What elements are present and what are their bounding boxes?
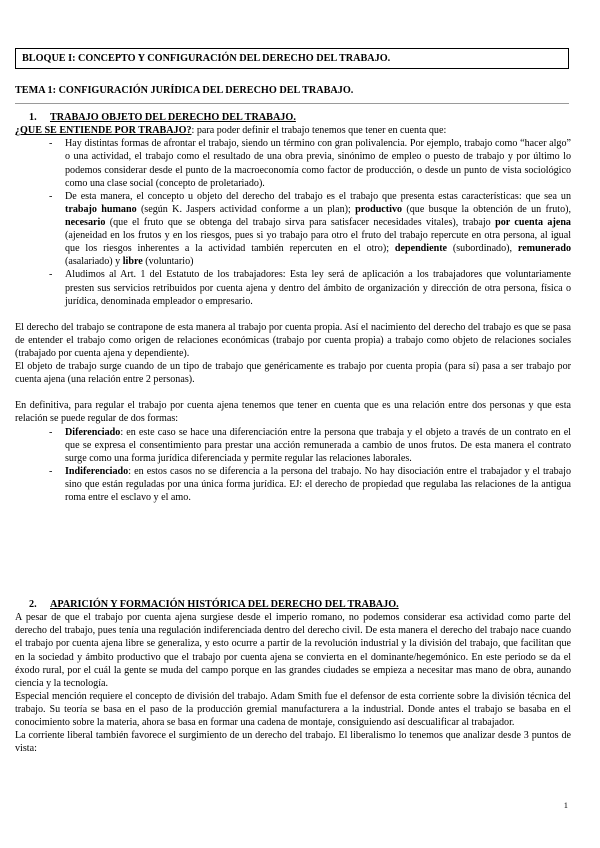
paragraph: El derecho del trabajo se contrapone de esta manera al trabajo por cuenta propia. Así el nacimiento del derecho del trabajo es que se pasa de entender el trabajo como origen de relaciones económicas (trabajo por cuenta propia) a trabajo como objeto de relaciones sociales (trabajado por cuenta ajena y dependiente). [15,321,571,359]
section-2-number: 2. [29,599,37,610]
tema-title: TEMA 1: CONFIGURACIÓN JURÍDICA DEL DERECHO DEL TRABAJO. [15,85,354,96]
page-number: 1 [563,800,568,810]
paragraph: La corriente liberal también favorece el surgimiento de un derecho del trabajo. El liberalismo lo tenemos que analizar desde 3 puntos de vista: [15,730,571,755]
definition-list [15,137,571,307]
list-item: - Aludimos al Art. 1 del Estatuto de los trabajadores: Esta ley será de aplicación a los trabajadores que voluntariamente presten sus servicios retribuidos por cuenta ajena y dentro del ámbito de organización y dirección de otra persona, física o jurídica, denominada empleador o empresario. [65,268,571,307]
bloque-title: BLOQUE I: CONCEPTO Y CONFIGURACIÓN DEL DERECHO DEL TRABAJO. [15,48,569,69]
paragraph: En definitiva, para regular el trabajo por cuenta ajena tenemos que tener en cuenta que es una relación entre dos personas y que esta relación se puede regular de dos formas: [15,400,571,425]
section-1-heading [15,111,571,124]
list-item: - De esta manera, el concepto u objeto del derecho del trabajo es el trabajo que presenta estas características: que sea un trabajo humano (según K. Jaspers actividad conforme a un plan); productivo (que busque la obtención de un fruto), necesario (que el fruto que se obtenga del trabajo sirva para satisfacer necesidades vitales), trabajo por cuenta ajena (ajeneidad en los frutos y en los riesgos, pues si yo trabajo para otro el fruto del trabajo repercute en otra persona, al igual que los riesgos inherentes a la actividad también repercuten en el otro); dependiente (subordinado), remunerado (asalariado) y libre (voluntario) [65,190,571,269]
section-1-title: TRABAJO OBJETO DEL DERECHO DEL TRABAJO. [50,112,296,123]
section-1 [15,111,571,504]
question-lead: ¿QUE SE ENTIENDE POR TRABAJO? [15,125,192,137]
list-item: - Hay distintas formas de afrontar el trabajo, siendo un término con gran polivalencia. Por ejemplo, trabajo como “hacer algo” o una actividad, el trabajo como el resultado de una obra previa, sinónimo de empleo o puesto de trabajo y por último lo podemos considerar desde el punto de la macroeconomía como factor de producción, o desde un punto de vista sociológico como una clase social (concepto de proletariado). [65,137,571,189]
section-1-number: 1. [29,112,37,123]
divider [15,103,569,104]
question-line: ¿QUE SE ENTIENDE POR TRABAJO?: para poder definir el trabajo tenemos que tener en cuenta que: [15,125,447,137]
list-item: - Indiferenciado: en estos casos no se diferencia a la persona del trabajo. No hay disociación entre el trabajador y el trabajo sino que están reguladas por una única forma jurídica. EJ: el derecho de propiedad que regulaba las relaciones de la antigua roma entre el esclavo y el amo. [65,465,571,504]
paragraph: A pesar de que el trabajo por cuenta ajena surgiese desde el imperio romano, no podemos considerar esa actividad como parte del derecho del trabajo, pues tenía una regulación indiferenciada dentro del derecho civil. De esta manera el derecho del trabajo nace cuando el trabajo por cuenta ajena libre se generaliza, y esto ocurre a partir de la revolución industrial y la división del trabajo, que facilitan que en la sociedad y ámbito productivo que el trabajo por cuenta ajena se convierta en el dominante/hegemónico. En este periodo se da el éxodo rural, por el cuál la gente se muda del campo porque en las grandes ciudades se empieza a necesitar mas mano de obra, aunando ciencia y la tecnología. [15,612,571,689]
section-2-title: APARICIÓN Y FORMACIÓN HISTÓRICA DEL DERECHO DEL TRABAJO. [50,599,399,610]
section-2 [15,598,571,755]
paragraph: El objeto de trabajo surge cuando de un tipo de trabajo que genéricamente es trabajo por cuenta propia (para sí) pasa a ser trabajo por cuenta ajena (una relación entre 2 personas). [15,361,571,386]
forms-list [15,426,571,505]
list-item: - Diferenciado: en este caso se hace una diferenciación entre la persona que trabaja y el objeto a través de un contrato en el que se expresa el consentimiento para prestar una acción remunerada a cambio de unos frutos. De esta manera el contrato surge como una forma jurídica diferenciada y permite regular las relaciones laborales. [65,426,571,465]
section-2-heading [15,598,571,611]
paragraph: Especial mención requiere el concepto de división del trabajo. Adam Smith fue el defensor de esta corriente sobre la división técnica del trabajo. Su teoría se basa en el paso de la producción gremial manufacturera a la industrial. Donde antes el trabajo se basaba en el conocimiento sobre la materia, ahora se basa en formar una cadena de montaje, consiguiendo así descualificar al trabajador. [15,690,571,729]
